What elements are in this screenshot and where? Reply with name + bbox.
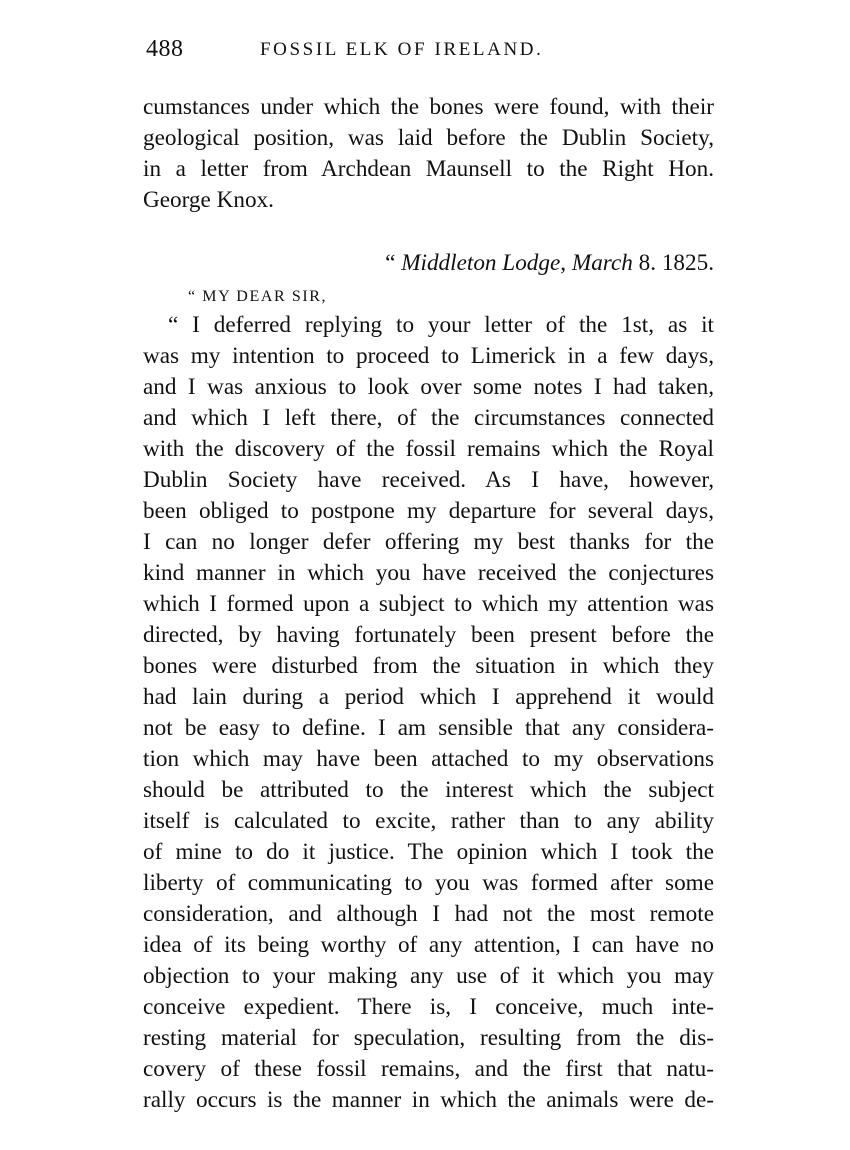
text-line: “ I deferred replying to your letter of the 1st, as it: [168, 312, 714, 338]
text-line: had lain during a period which I apprehend it would: [143, 684, 714, 710]
text-line: conceive expedient. There is, I conceive, much inte-: [143, 994, 714, 1020]
text-line: covery of these fossil remains, and the first that natu-: [143, 1056, 714, 1082]
page-header: [146, 36, 716, 70]
dateline-day-year: 8. 1825.: [638, 250, 714, 276]
text-line: George Knox.: [143, 187, 274, 213]
dateline-quote: “: [385, 250, 396, 276]
text-line: resting material for speculation, resulting from the dis-: [143, 1025, 714, 1051]
text-line: and I was anxious to look over some notes I had taken,: [143, 374, 714, 400]
running-head: FOSSIL ELK OF IRELAND.: [260, 39, 544, 60]
text-line: objection to your making any use of it which you may: [143, 963, 714, 989]
text-line: consideration, and although I had not the most remote: [143, 901, 714, 927]
text-line: I can no longer defer offering my best thanks for the: [143, 529, 714, 555]
text-line: should be attributed to the interest which the subject: [143, 777, 714, 803]
text-line: in a letter from Archdean Maunsell to the Right Hon.: [143, 156, 714, 182]
text-line: directed, by having fortunately been present before the: [143, 622, 714, 648]
text-line: was my intention to proceed to Limerick in a few days,: [143, 343, 714, 369]
text-line: of mine to do it justice. The opinion which I took the: [143, 839, 714, 865]
text-line: idea of its being worthy of any attention, I can have no: [143, 932, 714, 958]
page-number: 488: [146, 36, 184, 62]
text-line: and which I left there, of the circumstances connected: [143, 405, 714, 431]
letter-salutation: “ MY DEAR SIR,: [188, 288, 328, 305]
text-line: which I formed upon a subject to which my attention was: [143, 591, 714, 617]
text-line: Dublin Society have received. As I have, however,: [143, 467, 714, 493]
dateline-place: Middleton Lodge,: [401, 250, 567, 276]
text-line: rally occurs is the manner in which the animals were de-: [143, 1087, 714, 1113]
letter-dateline: [340, 248, 714, 279]
text-line: itself is calculated to excite, rather than to any ability: [143, 808, 714, 834]
text-line: cumstances under which the bones were found, with their: [143, 94, 714, 120]
text-line: tion which may have been attached to my observations: [143, 746, 714, 772]
dateline-month: March: [571, 250, 633, 276]
text-line: not be easy to define. I am sensible that any considera-: [143, 715, 714, 741]
text-line: liberty of communicating to you was formed after some: [143, 870, 714, 896]
text-line: geological position, was laid before the Dublin Society,: [143, 125, 714, 151]
text-line: bones were disturbed from the situation in which they: [143, 653, 714, 679]
text-line: kind manner in which you have received the conjectures: [143, 560, 714, 586]
text-line: been obliged to postpone my departure for several days,: [143, 498, 714, 524]
text-line: with the discovery of the fossil remains which the Royal: [143, 436, 714, 462]
